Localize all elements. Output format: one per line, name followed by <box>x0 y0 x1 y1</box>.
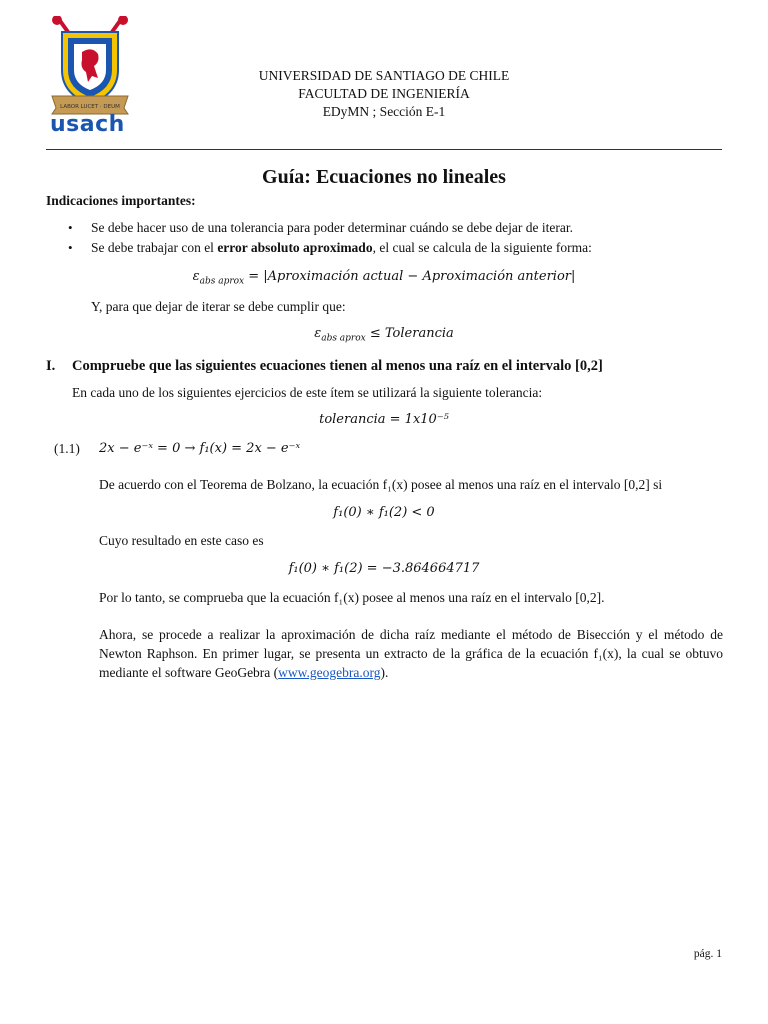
bullet-marker: • <box>68 220 73 235</box>
faculty-name: FACULTAD DE INGENIERÍA <box>298 86 470 101</box>
section-heading: Compruebe que las siguientes ecuaciones tienen al menos una raíz en el intervalo [0,2] <box>72 358 603 374</box>
header-divider <box>46 149 722 150</box>
bullet-marker: • <box>68 240 73 255</box>
stop-condition-text: Y, para que dejar de iterar se debe cumplir que: <box>91 299 346 314</box>
university-name: UNIVERSIDAD DE SANTIAGO DE CHILE <box>258 68 510 83</box>
formula-error-abs: $\varepsilon_{abs aprox}$ = |Aproximación actual − Aproximación anterior| <box>192 269 576 287</box>
header-block <box>0 67 768 121</box>
geogebra-link[interactable]: www.geogebra.org <box>278 665 381 680</box>
equation-1-1: 2x − e⁻ˣ = 0 → f₁(x) = 2x − e⁻ˣ <box>99 441 301 456</box>
bolzano-condition: f₁(0) ∗ f₁(2) < 0 <box>333 505 435 520</box>
section-intro: En cada uno de los siguientes ejercicios de este ítem se utilizará la siguiente tolerancia: <box>72 385 543 400</box>
tolerance-formula: tolerancia = 1x10⁻⁵ <box>319 412 449 427</box>
page-number: pág. 1 <box>693 948 722 960</box>
page-title: Guía: Ecuaciones no lineales <box>262 166 506 188</box>
bolzano-text: De acuerdo con el Teorema de Bolzano, la ecuación f₁(x) posee al menos una raíz en el intervalo [0,2] si <box>99 477 663 492</box>
section-number: I. <box>46 358 56 374</box>
svg-text:LABOR LUCET · DEUM: LABOR LUCET · DEUM <box>60 104 120 110</box>
main-paragraph: Ahora, se procede a realizar la aproximación de dicha raíz mediante el método de Bisección y el método de Newton Raphson. En primer lugar, se presenta un extracto de la gráfica de la ecuación f₁(x), la cual se obtuvo mediante el software GeoGebra (www.geogebra.org). <box>99 627 723 680</box>
result-intro: Cuyo resultado en este caso es <box>99 533 264 548</box>
indications-heading: Indicaciones importantes: <box>46 193 196 208</box>
bullet-1-text: Se debe hacer uso de una tolerancia para poder determinar cuándo se debe dejar de iterar. <box>91 220 574 235</box>
result-formula: f₁(0) ∗ f₁(2) = −3.864664717 <box>288 561 480 576</box>
bullet-2-text: Se debe trabajar con el error absoluto aproximado, el cual se calcula de la siguiente forma: <box>91 240 592 255</box>
conclusion-text: Por lo tanto, se comprueba que la ecuación f₁(x) posee al menos una raíz en el intervalo [0,2]. <box>99 590 605 605</box>
formula-stop: $\varepsilon_{abs aprox}$ ≤ Tolerancia <box>314 326 454 344</box>
logo-wordmark: usach <box>50 112 125 137</box>
equation-number: (1.1) <box>54 441 80 456</box>
course-name: EDyMN ; Sección E-1 <box>322 104 446 119</box>
